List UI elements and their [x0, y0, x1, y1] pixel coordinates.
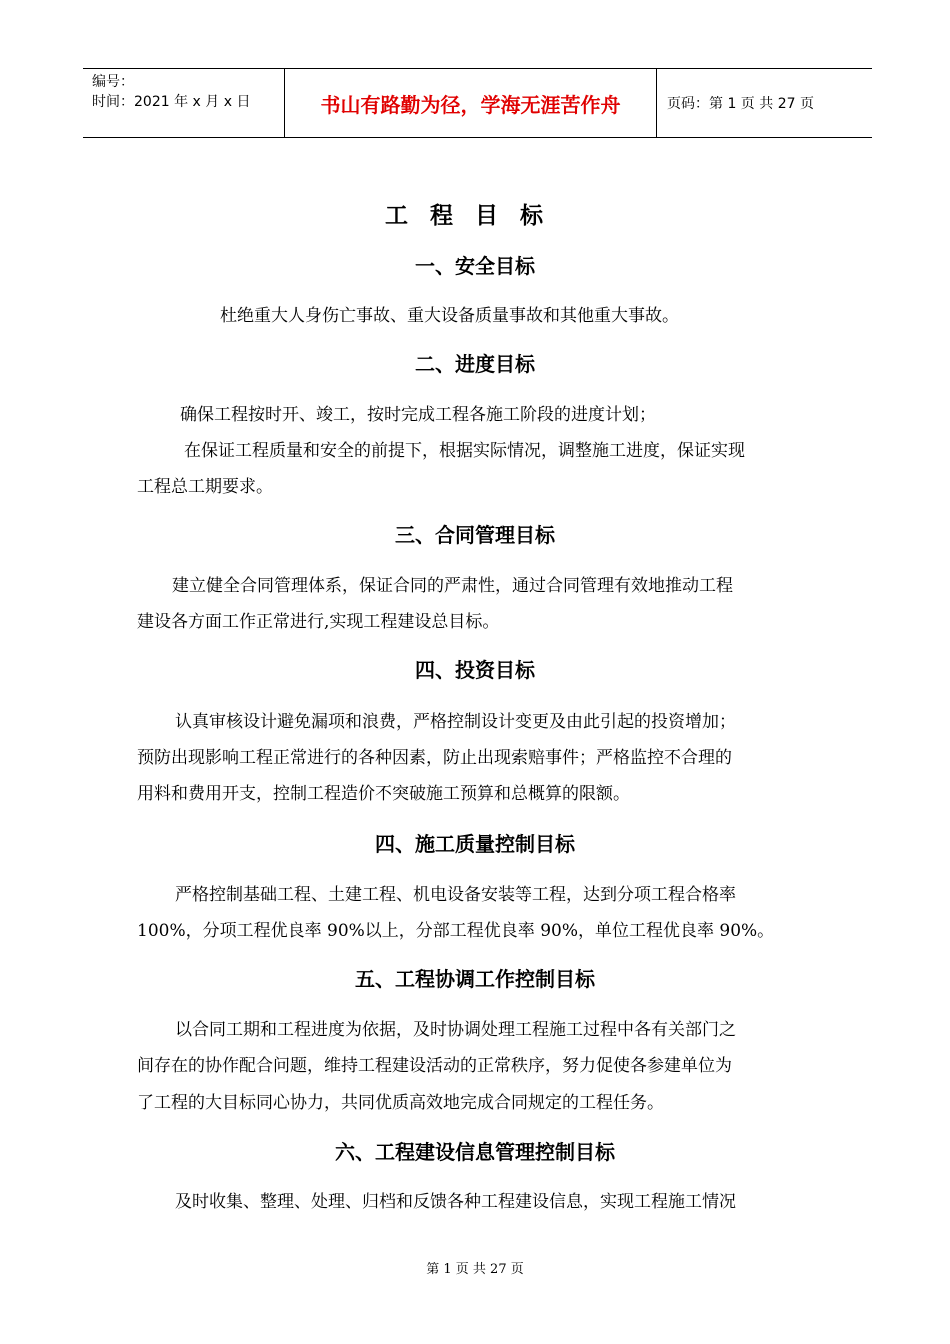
page-info: 页码：第 1 页 共 27 页 [667, 96, 814, 112]
paragraph-line: 用料和费用开支，控制工程造价不突破施工预算和总概算的限额。 [137, 784, 630, 804]
section-heading-safety: 一、安全目标 [415, 254, 535, 278]
paragraph-line: 杜绝重大人身伤亡事故、重大设备质量事故和其他重大事故。 [220, 306, 679, 326]
paragraph-line: 建立健全合同管理体系，保证合同的严肃性，通过合同管理有效地推动工程 [172, 576, 733, 596]
section-heading-contract: 三、合同管理目标 [395, 523, 555, 547]
header-meta [83, 69, 284, 137]
paragraph-line: 及时收集、整理、处理、归档和反馈各种工程建设信息，实现工程施工情况 [175, 1192, 736, 1212]
section-heading-coordination: 五、工程协调工作控制目标 [355, 967, 595, 991]
paragraph-line: 以合同工期和工程进度为依据，及时协调处理工程施工过程中各有关部门之 [175, 1020, 736, 1040]
paragraph-line: 严格控制基础工程、土建工程、机电设备安装等工程，达到分项工程合格率 [175, 885, 736, 905]
document-header [83, 68, 872, 138]
section-heading-quality: 四、施工质量控制目标 [375, 832, 575, 856]
paragraph-line: 间存在的协作配合问题，维持工程建设活动的正常秩序，努力促使各参建单位为 [137, 1056, 732, 1076]
paragraph-line: 100%，分项工程优良率 90%以上，分部工程优良率 90%，单位工程优良率 90%。 [137, 921, 775, 941]
paragraph-line: 了工程的大目标同心协力，共同优质高效地完成合同规定的工程任务。 [137, 1093, 664, 1113]
paragraph-line: 确保工程按时开、竣工，按时完成工程各施工阶段的进度计划； [180, 405, 656, 425]
section-heading-schedule: 二、进度目标 [415, 352, 535, 376]
number-label: 编号： [92, 74, 134, 90]
section-heading-investment: 四、投资目标 [415, 658, 535, 682]
page-footer: 第 1 页 共 27 页 [426, 1262, 524, 1277]
section-heading-information: 六、工程建设信息管理控制目标 [335, 1140, 615, 1164]
document-title: 工程目标 [385, 203, 565, 229]
motto: 书山有路勤为径，学海无涯苦作舟 [284, 69, 657, 137]
paragraph-line: 认真审核设计避免漏项和浪费，严格控制设计变更及由此引起的投资增加； [175, 712, 736, 732]
paragraph-line: 在保证工程质量和安全的前提下，根据实际情况，调整施工进度，保证实现 [184, 441, 745, 461]
time-label: 时间：2021 年 x 月 x 日 [92, 94, 251, 110]
paragraph-line: 预防出现影响工程正常进行的各种因素，防止出现索赔事件；严格监控不合理的 [137, 748, 732, 768]
paragraph-line: 工程总工期要求。 [137, 477, 273, 497]
paragraph-line: 建设各方面工作正常进行,实现工程建设总目标。 [137, 612, 500, 632]
